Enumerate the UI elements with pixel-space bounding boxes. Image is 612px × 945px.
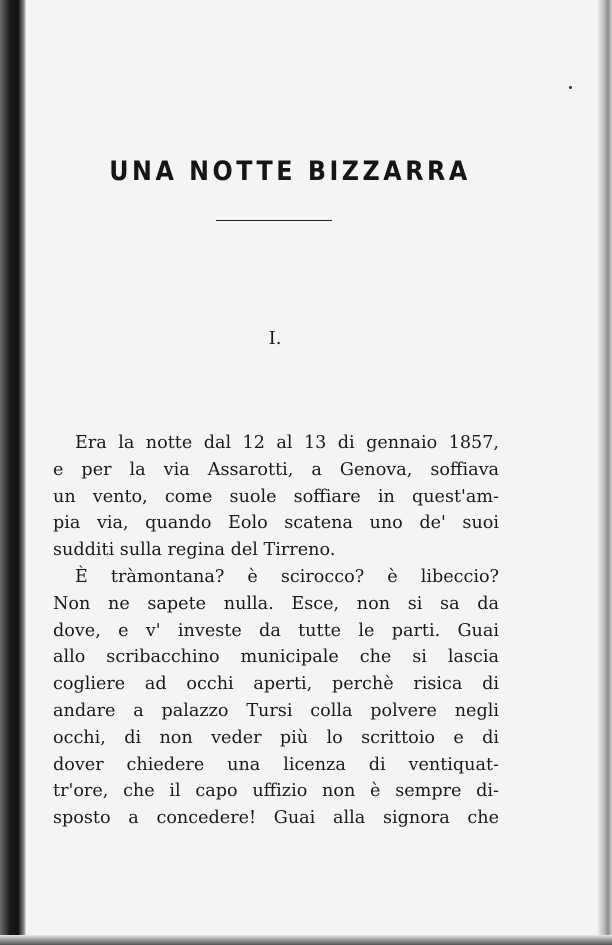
book-binding-shadow (0, 0, 26, 945)
text-line: un vento, come suole soffiare in quest'am- (53, 486, 499, 507)
section-number: I. (268, 328, 282, 349)
chapter-title: UNA NOTTE BIZZARRA (109, 156, 471, 187)
text-line: andare a palazzo Tursi colla polvere negli (53, 700, 499, 721)
paragraph-2 (53, 564, 499, 832)
text-line: cogliere ad occhi aperti, perchè risica di (53, 674, 499, 695)
text-line: dove, e v' investe da tutte le parti. Guai (53, 620, 499, 641)
text-line: pia via, quando Eolo scatena uno de' suoi (53, 513, 499, 534)
title-divider (216, 220, 332, 221)
text-line: È tràmontana? è scirocco? è libeccio? (75, 566, 499, 587)
text-line: tr'ore, che il capo uffizio non è sempre di- (53, 781, 499, 802)
page-edge-right (598, 0, 612, 945)
text-line: allo scribacchino municipale che si lascia (53, 647, 499, 668)
body-text (53, 430, 499, 832)
ink-speck (569, 86, 572, 89)
text-line: Era la notte dal 12 al 13 di gennaio 1857, (75, 433, 499, 453)
text-line: dover chiedere una licenza di ventiquat- (53, 754, 499, 775)
page-edge-bottom (0, 935, 612, 945)
text-line: sposto a concedere! Guai alla signora che (53, 808, 499, 829)
text-line: e per la via Assarotti, a Genova, soffiava (53, 459, 499, 480)
text-line: sudditi sulla regina del Tirreno. (53, 540, 336, 561)
paragraph-1 (53, 430, 499, 564)
text-line: occhi, di non veder più lo scrittoio e di (53, 727, 499, 748)
text-line: Non ne sapete nulla. Esce, non si sa da (53, 593, 499, 614)
